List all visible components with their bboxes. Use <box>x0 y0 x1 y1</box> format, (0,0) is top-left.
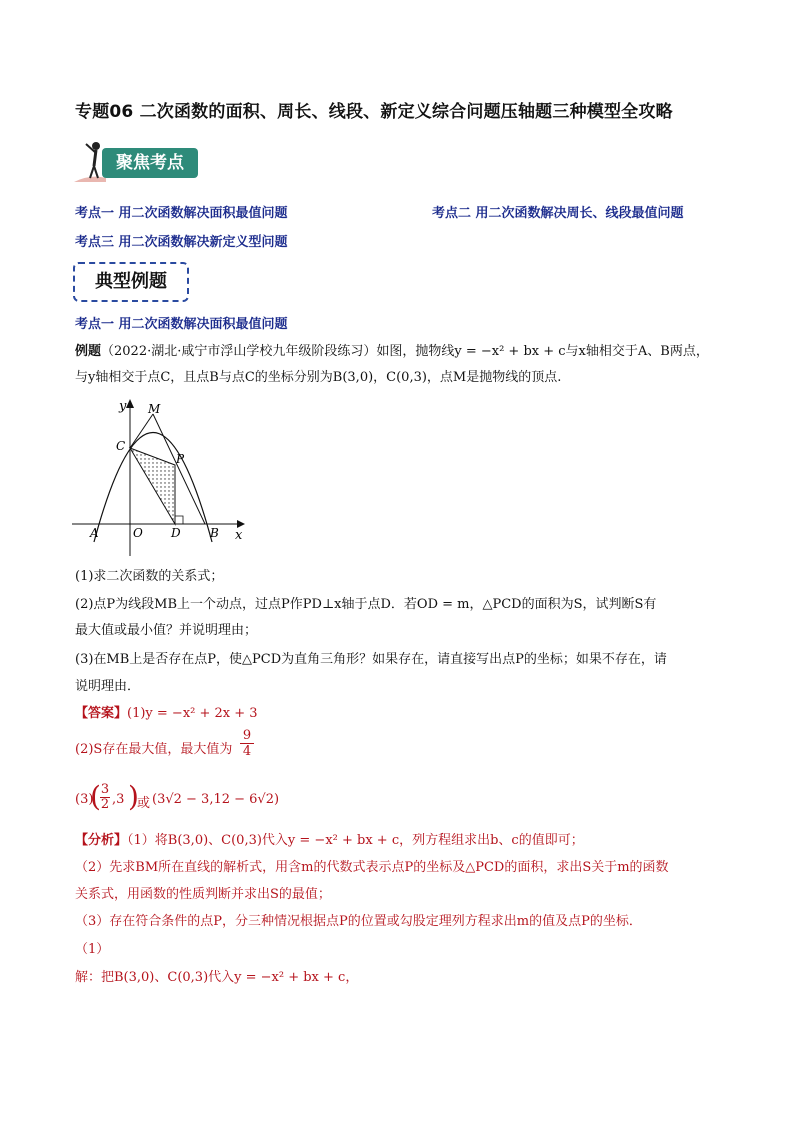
label-c: C <box>116 439 126 453</box>
label-p: P <box>176 452 185 466</box>
answer-2-num: 9 <box>240 728 254 744</box>
answer-3-den: 2 <box>100 797 110 812</box>
label-o: O <box>133 526 143 540</box>
answer-3-prefix: (3) <box>75 792 94 807</box>
answer-tag: 【答案】 <box>75 706 128 721</box>
label-x: x <box>235 528 243 543</box>
analysis-tag: 【分析】 <box>75 833 128 848</box>
kaodian-2: 考点二 用二次函数解决周长、线段最值问题 <box>432 206 684 221</box>
question-2b: 最大值或最小值？并说明理由； <box>75 623 258 638</box>
analysis-1: （1）将B(3,0)、C(0,3)代入y = −x² + bx + c，列方程组求出b、c的值即可； <box>127 833 584 848</box>
label-m: M <box>148 402 161 416</box>
label-b: B <box>210 526 219 540</box>
parabola-graph <box>72 398 247 556</box>
answer-3-num: 3 <box>100 782 110 797</box>
answer-2-fraction <box>240 728 254 759</box>
question-3a: (3)在MB上是否存在点P，使△PCD为直角三角形？如果存在，请直接写出点P的坐标；如果不存在，请 <box>75 652 667 667</box>
page-title: 专题06 二次函数的面积、周长、线段、新定义综合问题压轴题三种模型全攻略 <box>75 102 673 122</box>
section-heading: 考点一 用二次函数解决面积最值问题 <box>75 317 288 332</box>
question-2a: (2)点P为线段MB上一个动点，过点P作PD⊥x轴于点D．若OD = m，△PCD的面积为S，试判断S有 <box>75 597 657 612</box>
answer-3-second: (3√2 − 3,12 − 6√2) <box>152 792 280 807</box>
example-line-1 <box>75 343 709 361</box>
triangle-pcd <box>130 448 175 524</box>
solution-2: 解：把B(3,0)、C(0,3)代入y = −x² + bx + c， <box>75 970 359 985</box>
answer-line-1 <box>75 705 258 723</box>
focus-banner <box>72 138 202 184</box>
answer-2-text: (2)S存在最大值，最大值为 <box>75 742 233 757</box>
analysis-line-1 <box>75 832 584 850</box>
analysis-4: （3）存在符合条件的点P，分三种情况根据点P的位置或勾股定理列方程求出m的值及点P的坐标． <box>75 914 642 929</box>
example-line-2: 与y轴相交于点C，且点B与点C的坐标分别为B(3,0)，C(0,3)，点M是抛物线的顶点. <box>75 370 562 385</box>
answer-1: (1)y = −x² + 2x + 3 <box>127 706 258 721</box>
kaodian-1: 考点一 用二次函数解决面积最值问题 <box>75 206 288 221</box>
answer-3-or: 或 <box>137 796 151 811</box>
banner-label: 聚焦考点 <box>102 148 198 178</box>
question-3b: 说明理由． <box>75 679 141 694</box>
kaodian-3: 考点三 用二次函数解决新定义型问题 <box>75 235 288 250</box>
answer-3-rest: ,3 <box>112 792 125 807</box>
analysis-3: 关系式，用函数的性质判断并求出S的最值； <box>75 887 331 902</box>
answer-2-den: 4 <box>242 744 252 759</box>
example-label: 例题 <box>75 344 102 359</box>
label-a: A <box>90 526 99 540</box>
solution-1: （1） <box>75 942 110 957</box>
analysis-2: （2）先求BM所在直线的解析式，用含m的代数式表示点P的坐标及△PCD的面积，求出S关于m的函数 <box>75 860 669 875</box>
answer-2 <box>75 741 232 759</box>
example-text-1: （2022·湖北·咸宁市浮山学校九年级阶段练习）如图，抛物线y = −x² + bx + c与x轴相交于A、B两点， <box>101 344 709 359</box>
question-1: (1)求二次函数的关系式； <box>75 569 224 584</box>
answer-3-fraction <box>100 783 110 812</box>
label-d: D <box>171 526 181 540</box>
typical-example-label: 典型例题 <box>73 262 189 302</box>
label-y: y <box>119 399 127 414</box>
